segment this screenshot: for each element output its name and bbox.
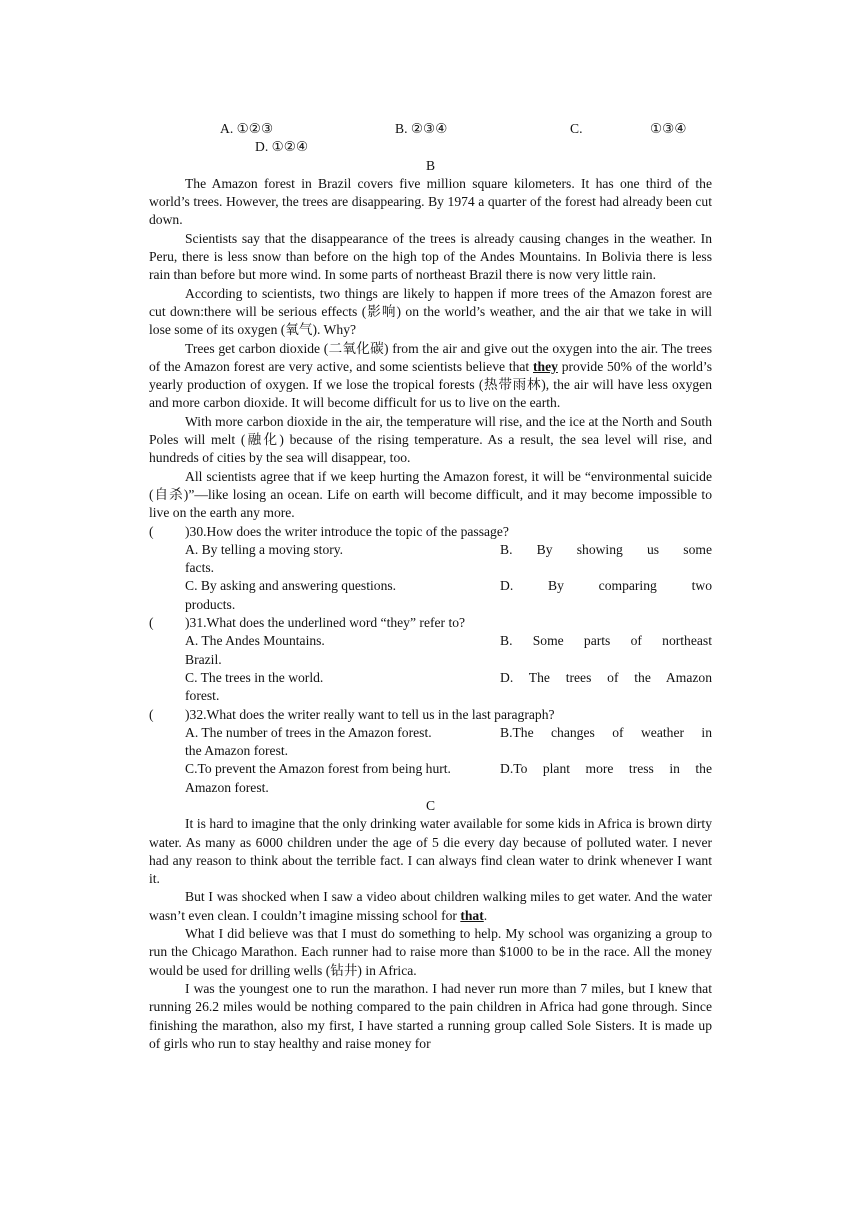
answer-blank[interactable]: ( [149,523,154,539]
section-b-paragraph-6: All scientists agree that if we keep hurting the Amazon forest, it will be “environmental suicide (自杀)”—like losing an ocean. Life on earth will become difficult, and it may become impossible to live on the earth any more. [149,468,712,521]
choice-c: C. By asking and answering questions. [185,578,397,594]
section-c-paragraph-4: I was the youngest one to run the marathon. I had never run more than 7 miles, but I knew that running 26.2 miles would be nothing compared to the pain children in Africa had gone through. Since finishing the marathon, also my first, I have started a running group called Sole Sisters. It is made up of girls who run to stay healthy and raise money for [149,980,712,1051]
paragraph-text: But I was shocked when I saw a video about children walking miles to get water. And the water wasn’t even clean. I couldn’t imagine missing school for [149,889,712,923]
paragraph-text: provide 50% of the world’s yearly production of oxygen. If we lose the tropical forests (热带雨林), the air will have less oxygen and more carbon dioxide. It will become difficult for us to live on the earth. [149,358,712,411]
choice-a: A. The Andes Mountains. [185,633,325,649]
question-30 [149,523,712,614]
section-b-paragraph-5: With more carbon dioxide in the air, the temperature will rise, and the ice at the North and South Poles will melt (融化) because of the rising temperature. As a result, the sea level will rise, and hundreds of cities by the sea will disappear, too. [149,413,712,466]
option-b: B. ②③④ [395,121,448,136]
underlined-word-they: they [533,358,558,374]
question-stem: )31.What does the underlined word “they” refer to? [185,615,466,631]
section-b-paragraph-2: Scientists say that the disappearance of the trees is already causing changes in the weather. In Peru, there is less snow than before on the high top of the Andes Mountains. In Bolivia there is less rain than before but more wind. In some parts of northeast Brazil there is now very little rain. [149,230,712,283]
choice-b-cont: Brazil. [185,651,222,667]
choice-b: B. Some parts of northeast [500,633,712,649]
section-c-paragraph-1: It is hard to imagine that the only drinking water available for some kids in Africa is brown dirty water. As many as 6000 children under the age of 5 die every day because of polluted water. I never had any reason to think about the terrible fact. I can always find clean water to drink whenever I want it. [149,816,712,887]
paragraph-text: Trees get carbon dioxide (二氧化碳) from the air and give out the oxygen into the air. The trees of the Amazon forest are very active, and some scientists believe that [149,340,712,374]
section-b-paragraph-1: The Amazon forest in Brazil covers five million square kilometers. It has one third of the world’s trees. However, the trees are disappearing. By 1974 a quarter of the forest had already been cut down. [149,175,712,228]
choice-d-cont: Amazon forest. [185,779,269,795]
option-c-value: ①③④ [650,121,687,136]
choice-b-cont: the Amazon forest. [185,743,289,759]
section-c-paragraph-2 [149,888,712,925]
choice-c: C. The trees in the world. [185,669,324,685]
page-content [149,120,712,1053]
question-stem: )30.How does the writer introduce the topic of the passage? [185,523,509,539]
answer-blank[interactable]: ( [149,615,154,631]
section-c-paragraph-3: What I did believe was that I must do something to help. My school was organizing a group to run the Chicago Marathon. Each runner had to raise more than $1000 to be in the race. All the money would be used for drilling wells (钻井) in Africa. [149,926,712,978]
question-stem: )32.What does the writer really want to tell us in the last paragraph? [185,706,555,722]
option-d: D. ①②④ [255,139,309,155]
choice-d-cont: products. [185,596,236,612]
option-c: C. [570,121,583,136]
choice-b: B. By showing us some [500,541,712,557]
section-b-heading: B [425,157,436,173]
section-b-paragraph-4 [149,340,712,413]
question-31 [149,614,712,705]
choice-d-cont: forest. [185,688,220,704]
choice-c: C.To prevent the Amazon forest from being hurt. [185,761,451,777]
choice-b-cont: facts. [185,560,215,576]
choice-a: A. By telling a moving story. [185,541,344,557]
previous-options-row [149,120,712,138]
question-32 [149,706,712,797]
choice-d: D. By comparing two [500,578,712,594]
choice-d: D.To plant more tress in the [500,761,712,777]
section-b-paragraph-3: According to scientists, two things are likely to happen if more trees of the Amazon forest are cut down:there will be serious effects (影响) on the world’s weather, and the air that we take in will lose some of its oxygen (氧气). Why? [149,285,712,338]
underlined-word-that: that [460,907,484,923]
paragraph-text: . [483,907,488,923]
choice-b: B.The changes of weather in [500,724,712,740]
choice-a: A. The number of trees in the Amazon forest. [185,724,432,740]
option-a: A. ①②③ [220,121,274,136]
section-c-heading: C [425,797,436,813]
choice-d: D. The trees of the Amazon [500,669,712,685]
answer-blank[interactable]: ( [149,706,154,722]
